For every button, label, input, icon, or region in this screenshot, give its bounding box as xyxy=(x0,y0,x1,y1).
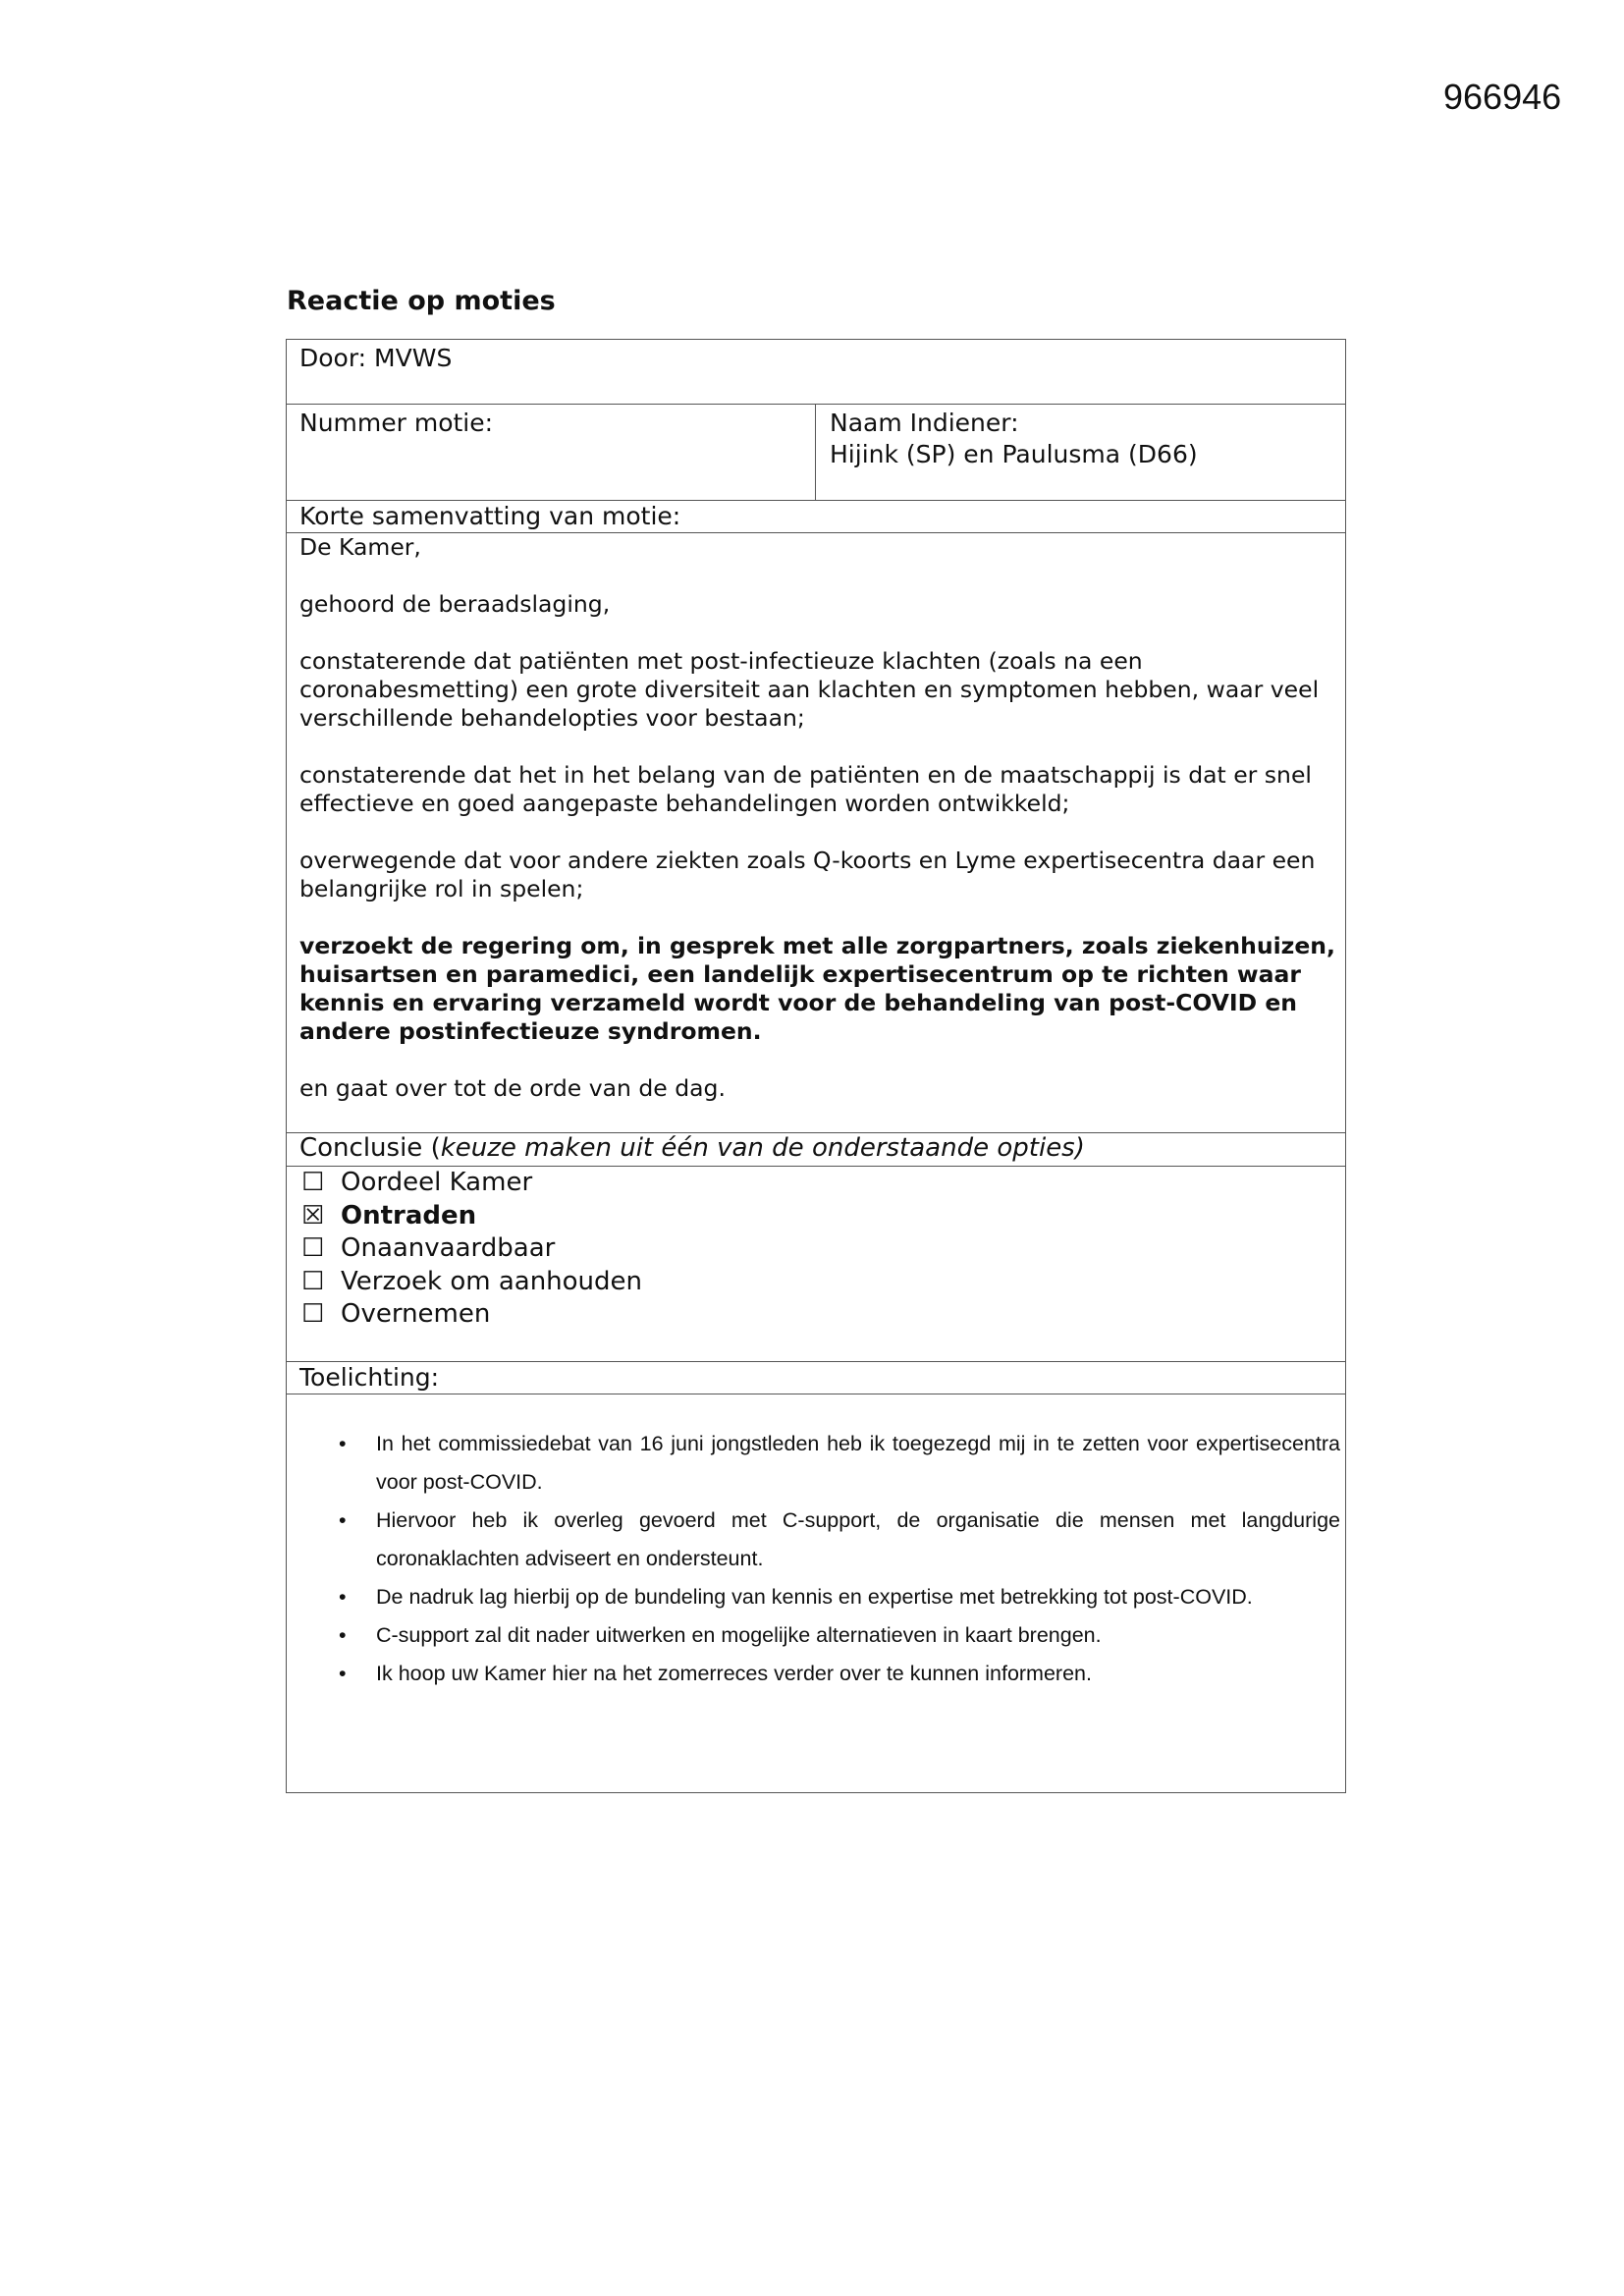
option-ontraden[interactable] xyxy=(301,1200,642,1233)
conclusie-header xyxy=(299,1133,1085,1163)
option-verzoek-om-aanhouden[interactable] xyxy=(301,1266,642,1299)
list-item xyxy=(339,1502,1340,1578)
checkbox-icon[interactable]: ☐ xyxy=(301,1266,325,1296)
toelichting-list xyxy=(339,1425,1340,1693)
conclusie-label: Conclusie ( xyxy=(299,1133,441,1163)
note-text: Hiervoor heb ik overleg gevoerd met C-support, de organisatie die mensen met langdurige coronaklachten adviseert en ondersteunt. xyxy=(376,1508,1340,1570)
note-text: Ik hoop uw Kamer hier na het zomerreces verder over te kunnen informeren. xyxy=(376,1662,1092,1685)
conclusion-options xyxy=(301,1167,642,1332)
motion-paragraph: en gaat over tot de orde van de dag. xyxy=(299,1074,726,1102)
note-text: C-support zal dit nader uitwerken en mogelijke alternatieven in kaart brengen. xyxy=(376,1623,1102,1647)
bullet-icon: • xyxy=(339,1623,347,1647)
conclusie-hint: keuze maken uit één van de onderstaande opties) xyxy=(440,1133,1085,1163)
list-item xyxy=(339,1655,1340,1693)
bullet-icon: • xyxy=(339,1662,347,1685)
page-title: Reactie op moties xyxy=(287,286,556,316)
option-label: Verzoek om aanhouden xyxy=(341,1266,643,1296)
motion-paragraph: gehoord de beraadslaging, xyxy=(299,590,611,618)
option-label: Oordeel Kamer xyxy=(341,1168,533,1197)
motion-text xyxy=(299,533,1336,1131)
document-number: 966946 xyxy=(1443,77,1562,117)
checkbox-icon[interactable]: ☐ xyxy=(301,1299,325,1329)
indiener-value: Hijink (SP) en Paulusma (D66) xyxy=(830,440,1198,468)
option-label: Ontraden xyxy=(341,1200,477,1230)
option-oordeel-kamer[interactable] xyxy=(301,1167,642,1200)
list-item xyxy=(339,1578,1340,1616)
toelichting-label: Toelichting: xyxy=(299,1363,440,1392)
column-divider xyxy=(815,404,816,500)
option-label: Overnemen xyxy=(341,1299,491,1329)
samenvatting-label: Korte samenvatting van motie: xyxy=(299,502,681,530)
motion-paragraph: De Kamer, xyxy=(299,533,421,561)
bullet-icon: • xyxy=(339,1585,347,1609)
option-onaanvaardbaar[interactable] xyxy=(301,1232,642,1266)
checkbox-icon[interactable]: ☐ xyxy=(301,1233,325,1263)
motion-paragraph: constaterende dat patiënten met post-infectieuze klachten (zoals na een coronabesmetting) een grote diversiteit aan klachten en symptomen hebben, waar veel verschillende behandelopties voor bestaan; xyxy=(299,647,1320,732)
checkbox-icon[interactable]: ☐ xyxy=(301,1168,325,1197)
row-divider xyxy=(287,500,1345,501)
motion-paragraph: overwegende dat voor andere ziekten zoals Q-koorts en Lyme expertisecentra daar een belangrijke rol in spelen; xyxy=(299,847,1316,902)
bullet-icon: • xyxy=(339,1508,347,1532)
bullet-icon: • xyxy=(339,1432,347,1455)
motion-paragraph: constaterende dat het in het belang van de patiënten en de maatschappij is dat er snel effectieve en goed aangepaste behandelingen worden ontwikkeld; xyxy=(299,761,1312,817)
row-divider xyxy=(287,404,1345,405)
note-text: In het commissiedebat van 16 juni jongstleden heb ik toegezegd mij in te zetten voor expertisecentra voor post-COVID. xyxy=(376,1432,1340,1494)
motion-response-form xyxy=(286,339,1346,1793)
row-divider xyxy=(287,1361,1345,1362)
indiener-label: Naam Indiener: xyxy=(830,409,1019,437)
list-item xyxy=(339,1425,1340,1502)
door-field: Door: MVWS xyxy=(299,344,453,372)
list-item xyxy=(339,1616,1340,1655)
motion-request-paragraph: verzoekt de regering om, in gesprek met alle zorgpartners, zoals ziekenhuizen, huisartsen en paramedici, een landelijk expertisecentrum op te richten waar kennis en ervaring verzameld wordt voor de behandeling van post-COVID en andere postinfectieuze syndromen. xyxy=(299,932,1335,1045)
note-text: De nadruk lag hierbij op de bundeling van kennis en expertise met betrekking tot post-COVID. xyxy=(376,1585,1253,1609)
nummer-motie-label: Nummer motie: xyxy=(299,409,494,437)
option-label: Onaanvaardbaar xyxy=(341,1233,556,1263)
option-overnemen[interactable] xyxy=(301,1298,642,1332)
checkbox-checked-icon[interactable]: ☒ xyxy=(301,1200,325,1230)
